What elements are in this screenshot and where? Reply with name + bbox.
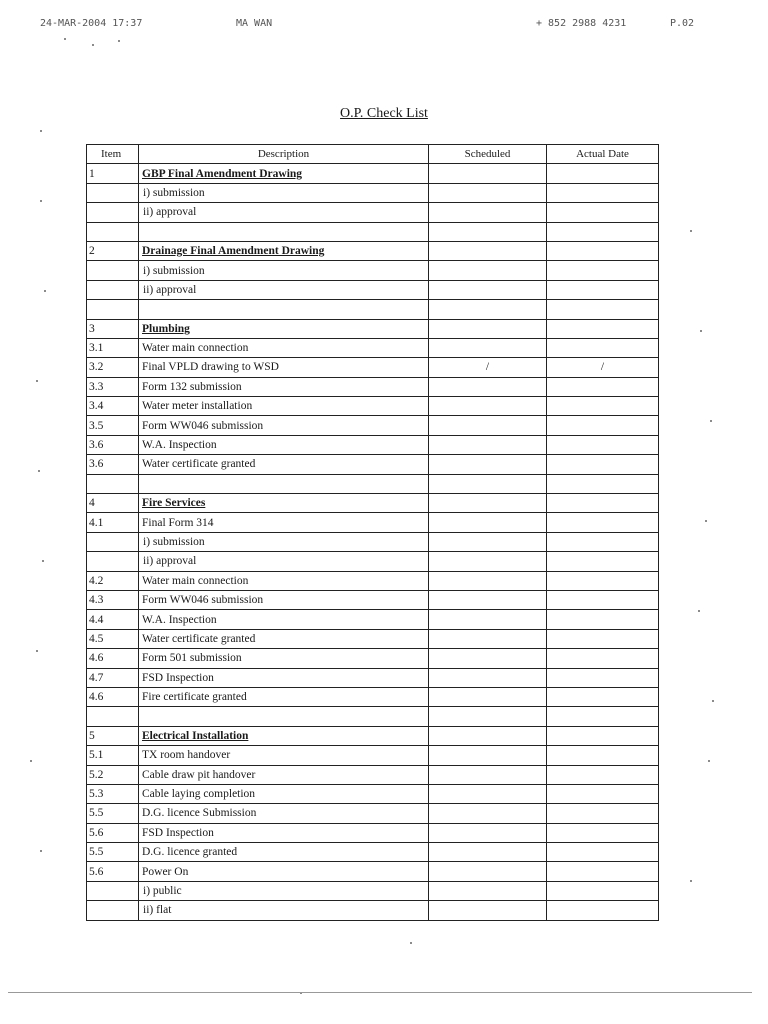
header-actual-date: Actual Date [547,145,659,164]
scheduled-cell [429,164,547,183]
item-cell [87,300,139,319]
scheduled-cell [429,784,547,803]
actual-date-cell [547,494,659,513]
scheduled-cell [429,590,547,609]
description-cell: Form WW046 submission [139,416,429,435]
actual-date-cell [547,416,659,435]
item-cell [87,881,139,900]
actual-date-cell [547,455,659,474]
item-cell: 2 [87,241,139,260]
description-cell: Cable draw pit handover [139,765,429,784]
description-cell: TX room handover [139,746,429,765]
actual-date-cell [547,435,659,454]
table-row [87,590,659,609]
actual-date-cell [547,862,659,881]
description-cell: Electrical Installation [139,726,429,745]
scheduled-cell [429,687,547,706]
description-cell: Form 132 submission [139,377,429,396]
scan-speck [698,610,700,612]
table-row [87,377,659,396]
actual-date-cell [547,338,659,357]
actual-date-cell [547,901,659,920]
item-cell: 3 [87,319,139,338]
description-cell: Fire Services [139,494,429,513]
actual-date-cell: / [547,358,659,377]
item-cell: 3.3 [87,377,139,396]
table-row [87,455,659,474]
scheduled-cell [429,610,547,629]
table-row [87,862,659,881]
scheduled-cell [429,203,547,222]
scheduled-cell [429,455,547,474]
actual-date-cell [547,649,659,668]
scheduled-cell [429,629,547,648]
description-cell: Power On [139,862,429,881]
description-cell: Final VPLD drawing to WSD [139,358,429,377]
scan-speck [712,700,714,702]
item-cell [87,183,139,202]
item-cell: 5.3 [87,784,139,803]
table-row [87,280,659,299]
description-cell: FSD Inspection [139,823,429,842]
description-cell: i) submission [139,261,429,280]
scheduled-cell [429,823,547,842]
fax-page-number: P.02 [670,18,695,29]
page-title: O.P. Check List [340,106,428,121]
item-cell: 4.4 [87,610,139,629]
actual-date-cell [547,474,659,493]
description-cell: i) public [139,881,429,900]
header-item: Item [87,145,139,164]
item-cell: 4.1 [87,513,139,532]
table-row [87,552,659,571]
table-row [87,416,659,435]
scheduled-cell [429,338,547,357]
scheduled-cell [429,280,547,299]
description-cell: Water main connection [139,338,429,357]
actual-date-cell [547,513,659,532]
scheduled-cell [429,397,547,416]
description-cell [139,707,429,726]
actual-date-cell [547,668,659,687]
scan-speck [64,38,66,40]
table-row [87,901,659,920]
scan-speck [690,230,692,232]
item-cell: 4 [87,494,139,513]
actual-date-cell [547,571,659,590]
actual-date-cell [547,203,659,222]
header-scheduled: Scheduled [429,145,547,164]
description-cell: Form 501 submission [139,649,429,668]
scan-speck [700,330,702,332]
scheduled-cell [429,668,547,687]
actual-date-cell [547,377,659,396]
description-cell: i) submission [139,183,429,202]
scheduled-cell [429,435,547,454]
scheduled-cell [429,474,547,493]
description-cell: i) submission [139,532,429,551]
table-row [87,164,659,183]
fax-phone: + 852 2988 4231 [536,18,627,29]
description-cell: ii) flat [139,901,429,920]
table-row [87,397,659,416]
table-row [87,804,659,823]
table-row [87,338,659,357]
item-cell [87,901,139,920]
scan-speck [40,200,42,202]
description-cell: ii) approval [139,552,429,571]
table-row [87,435,659,454]
actual-date-cell [547,784,659,803]
scan-speck [38,470,40,472]
item-cell [87,552,139,571]
scan-speck [30,760,32,762]
scan-speck [705,520,707,522]
description-cell: Fire certificate granted [139,687,429,706]
actual-date-cell [547,319,659,338]
table-row [87,474,659,493]
actual-date-cell [547,183,659,202]
item-cell [87,261,139,280]
item-cell: 5 [87,726,139,745]
actual-date-cell [547,610,659,629]
description-cell: Cable laying completion [139,784,429,803]
description-cell: Water certificate granted [139,629,429,648]
item-cell: 5.6 [87,823,139,842]
scheduled-cell [429,319,547,338]
table-row [87,532,659,551]
actual-date-cell [547,222,659,241]
scheduled-cell [429,552,547,571]
fax-header [0,18,768,32]
description-cell: ii) approval [139,203,429,222]
item-cell [87,474,139,493]
description-cell: D.G. licence Submission [139,804,429,823]
description-cell [139,474,429,493]
actual-date-cell [547,765,659,784]
scheduled-cell [429,804,547,823]
table-row [87,746,659,765]
item-cell [87,707,139,726]
item-cell: 5.6 [87,862,139,881]
item-cell: 4.7 [87,668,139,687]
actual-date-cell [547,707,659,726]
actual-date-cell [547,590,659,609]
table-row [87,707,659,726]
item-cell: 3.5 [87,416,139,435]
page-bottom-rule [8,992,752,993]
item-cell: 3.6 [87,455,139,474]
item-cell [87,203,139,222]
table-row [87,319,659,338]
actual-date-cell [547,726,659,745]
table-row [87,203,659,222]
actual-date-cell [547,746,659,765]
item-cell: 5.5 [87,804,139,823]
table-row [87,843,659,862]
item-cell: 3.2 [87,358,139,377]
scan-speck [44,290,46,292]
table-row [87,610,659,629]
scheduled-cell [429,707,547,726]
description-cell: W.A. Inspection [139,435,429,454]
scheduled-cell [429,183,547,202]
scheduled-cell [429,300,547,319]
scan-speck [118,40,120,42]
actual-date-cell [547,552,659,571]
scheduled-cell [429,513,547,532]
scheduled-cell [429,494,547,513]
item-cell [87,280,139,299]
description-cell: Drainage Final Amendment Drawing [139,241,429,260]
table-row [87,726,659,745]
actual-date-cell [547,261,659,280]
description-cell: FSD Inspection [139,668,429,687]
actual-date-cell [547,823,659,842]
actual-date-cell [547,629,659,648]
description-cell: Form WW046 submission [139,590,429,609]
description-cell [139,222,429,241]
scheduled-cell [429,901,547,920]
checklist-table [86,144,659,921]
description-cell: D.G. licence granted [139,843,429,862]
table-row [87,823,659,842]
scheduled-cell [429,881,547,900]
scan-speck [36,380,38,382]
item-cell: 3.1 [87,338,139,357]
item-cell: 5.5 [87,843,139,862]
scan-speck [710,420,712,422]
scheduled-cell [429,222,547,241]
table-row [87,649,659,668]
table-row [87,784,659,803]
scheduled-cell [429,416,547,435]
actual-date-cell [547,164,659,183]
item-cell: 4.3 [87,590,139,609]
table-row [87,629,659,648]
description-cell: Plumbing [139,319,429,338]
description-cell: GBP Final Amendment Drawing [139,164,429,183]
scheduled-cell [429,843,547,862]
scan-speck [42,560,44,562]
table-row [87,668,659,687]
actual-date-cell [547,241,659,260]
description-cell: Water certificate granted [139,455,429,474]
item-cell: 5.2 [87,765,139,784]
actual-date-cell [547,397,659,416]
scheduled-cell: / [429,358,547,377]
fax-date-time: 24-MAR-2004 17:37 [40,18,143,29]
scan-speck [36,650,38,652]
table-row [87,494,659,513]
item-cell: 1 [87,164,139,183]
actual-date-cell [547,804,659,823]
fax-sender: MA WAN [236,18,273,29]
item-cell: 4.5 [87,629,139,648]
table-row [87,183,659,202]
scheduled-cell [429,765,547,784]
description-cell: Water main connection [139,571,429,590]
table-row [87,358,659,377]
scan-speck [40,850,42,852]
description-cell: Final Form 314 [139,513,429,532]
scan-speck [410,942,412,944]
item-cell: 3.4 [87,397,139,416]
item-cell [87,532,139,551]
scheduled-cell [429,532,547,551]
scan-speck [92,44,94,46]
item-cell [87,222,139,241]
table-header-row [87,145,659,164]
actual-date-cell [547,687,659,706]
description-cell: ii) approval [139,280,429,299]
actual-date-cell [547,843,659,862]
scheduled-cell [429,377,547,396]
table-row [87,765,659,784]
scheduled-cell [429,746,547,765]
scheduled-cell [429,649,547,668]
actual-date-cell [547,300,659,319]
description-cell [139,300,429,319]
description-cell: W.A. Inspection [139,610,429,629]
scan-speck [708,760,710,762]
item-cell: 4.6 [87,649,139,668]
table-row [87,881,659,900]
scan-speck [40,130,42,132]
item-cell: 5.1 [87,746,139,765]
actual-date-cell [547,532,659,551]
item-cell: 4.2 [87,571,139,590]
description-cell: Water meter installation [139,397,429,416]
table-row [87,513,659,532]
table-row [87,241,659,260]
table-row [87,222,659,241]
scheduled-cell [429,261,547,280]
scheduled-cell [429,571,547,590]
scan-speck [690,880,692,882]
actual-date-cell [547,280,659,299]
scheduled-cell [429,726,547,745]
table-row [87,571,659,590]
item-cell: 3.6 [87,435,139,454]
scheduled-cell [429,241,547,260]
item-cell: 4.6 [87,687,139,706]
table-row [87,261,659,280]
table-row [87,687,659,706]
table-row [87,300,659,319]
scheduled-cell [429,862,547,881]
header-description: Description [139,145,429,164]
actual-date-cell [547,881,659,900]
